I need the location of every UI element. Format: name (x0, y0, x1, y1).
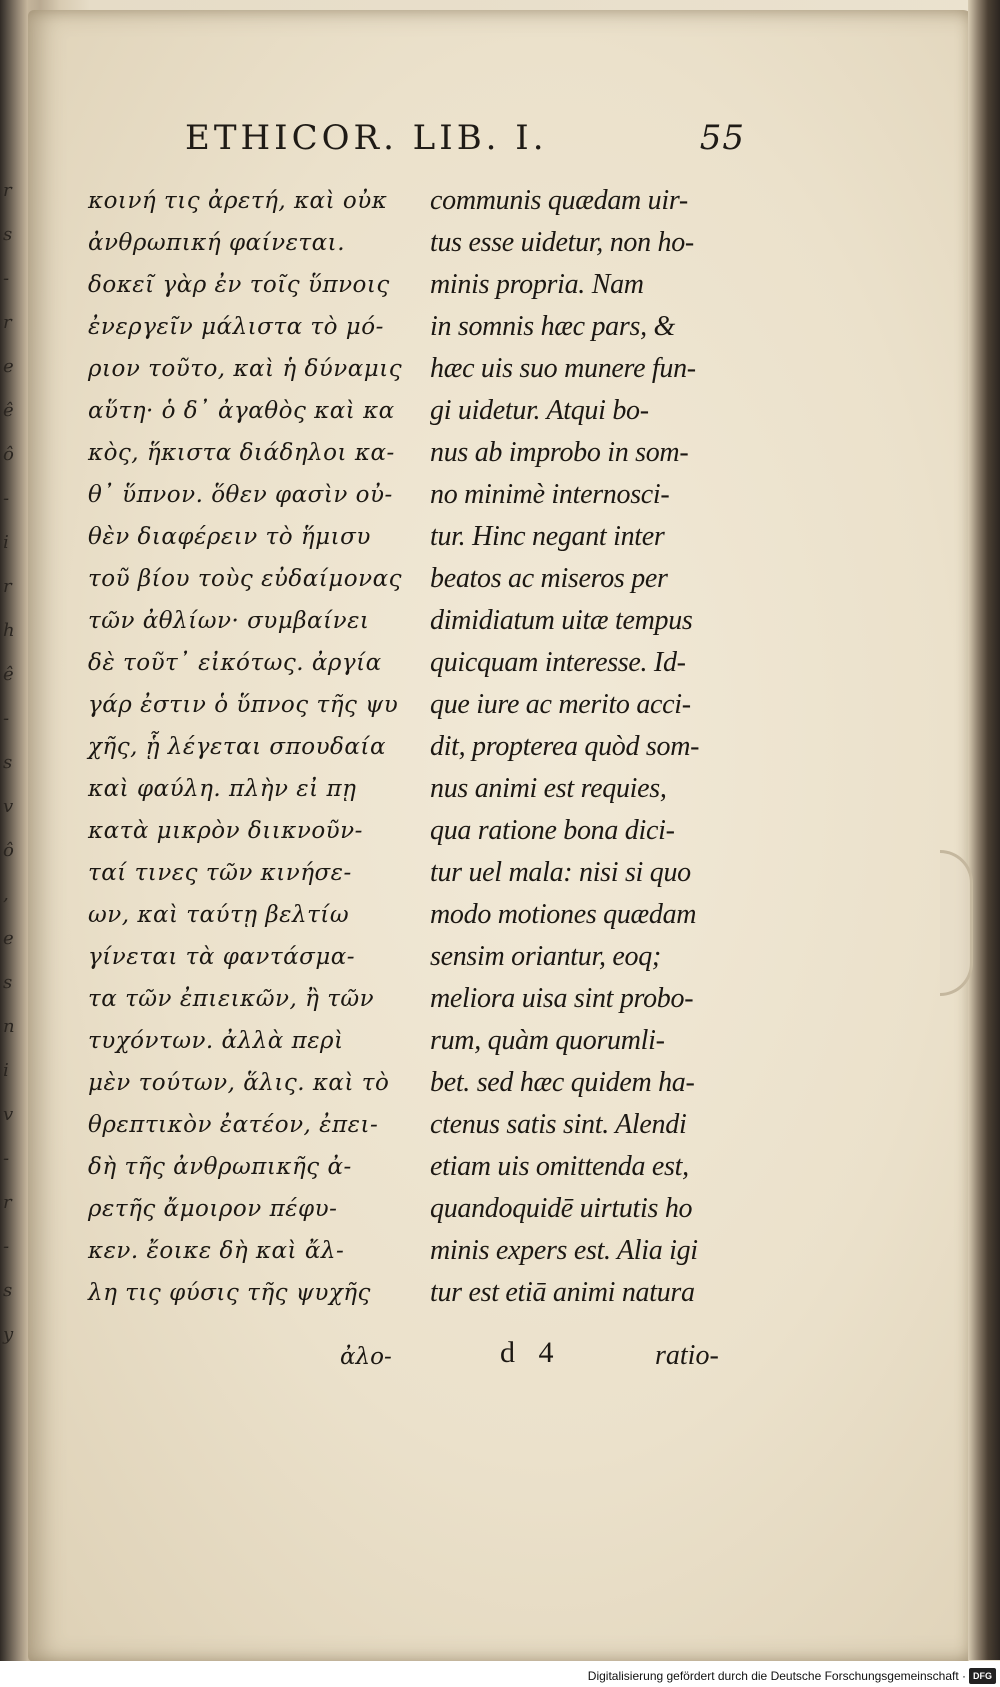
latin-text-line: modo motiones quædam (430, 899, 697, 930)
latin-text-line: dit, propterea quòd som- (430, 731, 700, 762)
margin-letter: r (3, 576, 12, 597)
running-head-title: ETHICOR. LIB. I. (185, 118, 548, 158)
margin-letter: s (3, 752, 13, 773)
greek-text-line: ταί τινες τῶν κινήσε- (88, 860, 352, 886)
greek-text-line: δὲ τοῦτ᾽ εἰκότως. ἀργία (88, 650, 382, 676)
latin-text-line: nus ab improbo in som- (430, 437, 689, 468)
greek-text-line: κὸς, ἥκιστα διάδηλοι κα- (88, 440, 395, 466)
latin-text-line: in somnis hæc pars, & (430, 311, 675, 342)
margin-letter: - (3, 268, 10, 289)
greek-text-line: τα τῶν ἐπιεικῶν, ἢ τῶν (88, 986, 375, 1012)
margin-letter: r (3, 1192, 12, 1213)
greek-text-line: ρετῆς ἄμοιρον πέφυ- (88, 1196, 338, 1222)
latin-text-line: rum, quàm quorumli- (430, 1025, 665, 1056)
greek-text-line: θὲν διαφέρειν τὸ ἥμισυ (88, 524, 371, 550)
signature-mark: d 4 (500, 1336, 562, 1369)
latin-text-line: minis propria. Nam (430, 269, 644, 300)
latin-text-line: hæc uis suo munere fun- (430, 353, 696, 384)
margin-letter: s (3, 972, 13, 993)
margin-letter: - (3, 488, 10, 509)
margin-letter: v (3, 796, 14, 817)
latin-text-line: qua ratione bona dici- (430, 815, 675, 846)
margin-letter: h (3, 620, 15, 641)
margin-letter: r (3, 180, 12, 201)
greek-text-line: δὴ τῆς ἀνθρωπικῆς ἀ- (88, 1154, 352, 1180)
greek-text-line: τοῦ βίου τοὺς εὐδαίμονας (88, 566, 402, 592)
latin-text-line: minis expers est. Alia igi (430, 1235, 698, 1266)
greek-text-line: λη τις φύσις τῆς ψυχῆς (88, 1280, 371, 1306)
margin-letter: n (3, 1016, 15, 1037)
latin-text-line: dimidiatum uitæ tempus (430, 605, 693, 636)
latin-text-line: no minimè internosci- (430, 479, 670, 510)
latin-text-line: que iure ac merito acci- (430, 689, 691, 720)
greek-text-line: ριον τοῦτο, καὶ ἡ δύναμις (88, 356, 403, 382)
latin-text-line: etiam uis omittenda est, (430, 1151, 689, 1182)
margin-letter: e (3, 356, 14, 377)
margin-letter: , (3, 884, 9, 905)
latin-text-line: meliora uisa sint probo- (430, 983, 694, 1014)
greek-text-line: τῶν ἀθλίων· συμβαίνει (88, 608, 370, 634)
footer-credit: Digitalisierung gefördert durch die Deutsche Forschungsgemeinschaft · (587, 1669, 966, 1683)
latin-text-line: tur uel mala: nisi si quo (430, 857, 691, 888)
previous-page-margin-letters (3, 180, 25, 1368)
latin-text-column (430, 180, 760, 1314)
margin-letter: v (3, 1104, 14, 1125)
margin-letter: i (3, 532, 9, 553)
latin-text-line: tur est etiā animi natura (430, 1277, 695, 1308)
margin-letter: ô (3, 444, 14, 465)
latin-text-line: gi uidetur. Atqui bo- (430, 395, 649, 426)
greek-text-line: χῆς, ᾗ λέγεται σπουδαία (88, 734, 386, 760)
latin-text-line: quicquam interesse. Id- (430, 647, 686, 678)
margin-letter: i (3, 1060, 9, 1081)
margin-letter: s (3, 1280, 13, 1301)
margin-letter: e (3, 928, 14, 949)
greek-text-line: ἀνθρωπική φαίνεται. (88, 230, 346, 256)
latin-text-line: communis quædam uir- (430, 185, 688, 216)
margin-letter: ê (3, 664, 14, 685)
latin-text-line: quandoquidē uirtutis ho (430, 1193, 693, 1224)
previous-page-edge (0, 0, 28, 1687)
margin-letter: s (3, 224, 13, 245)
latin-text-line: nus animi est requies, (430, 773, 667, 804)
greek-text-line: αὕτη· ὁ δ᾽ ἀγαθὸς καὶ κα (88, 398, 395, 424)
margin-letter: - (3, 1148, 10, 1169)
greek-text-line: ἐνεργεῖν μάλιστα τὸ μό- (88, 314, 384, 340)
margin-letter: - (3, 1236, 10, 1257)
page-clasp-shadow (940, 850, 973, 996)
greek-text-line: τυχόντων. ἀλλὰ περὶ (88, 1028, 344, 1054)
latin-text-line: ctenus satis sint. Alendi (430, 1109, 687, 1140)
dfg-logo-icon: DFG (969, 1668, 996, 1684)
margin-letter: r (3, 312, 12, 333)
page-number: 55 (699, 118, 745, 158)
margin-letter: y (3, 1324, 14, 1345)
greek-text-column (88, 180, 418, 1314)
greek-text-line: δοκεῖ γὰρ ἐν τοῖς ὕπνοις (88, 272, 390, 298)
greek-text-line: κεν. ἔοικε δὴ καὶ ἄλ- (88, 1238, 345, 1264)
latin-text-line: beatos ac miseros per (430, 563, 668, 594)
greek-text-line: μὲν τούτων, ἅλις. καὶ τὸ (88, 1070, 390, 1096)
greek-text-line: κατὰ μικρὸν διικνοῦν- (88, 818, 363, 844)
greek-text-line: θρεπτικὸν ἐατέον, ἐπει- (88, 1112, 379, 1138)
footer-bar (0, 1661, 1000, 1687)
latin-catchword: ratio- (655, 1340, 719, 1371)
running-head (185, 118, 745, 166)
latin-text-line: tus esse uidetur, non ho- (430, 227, 694, 258)
greek-text-line: καὶ φαύλη. πλὴν εἰ πῃ (88, 776, 357, 802)
margin-letter: ô (3, 840, 14, 861)
margin-letter: - (3, 708, 10, 729)
greek-text-line: κοινή τις ἀρετή, καὶ οὐκ (88, 188, 388, 214)
greek-text-line: ων, καὶ ταύτῃ βελτίω (88, 902, 350, 928)
greek-text-line: γίνεται τὰ φαντάσμα- (88, 944, 356, 970)
latin-text-line: sensim oriantur, eoq; (430, 941, 661, 972)
greek-catchword: ἀλο- (340, 1344, 392, 1370)
book-fore-edge (968, 0, 1000, 1660)
greek-text-line: γάρ ἐστιν ὁ ὕπνος τῆς ψυ (88, 692, 399, 718)
margin-letter: ê (3, 400, 14, 421)
greek-text-line: θ᾽ ὕπνον. ὅθεν φασὶν οὐ- (88, 482, 393, 508)
latin-text-line: tur. Hinc negant inter (430, 521, 665, 552)
latin-text-line: bet. sed hæc quidem ha- (430, 1067, 695, 1098)
